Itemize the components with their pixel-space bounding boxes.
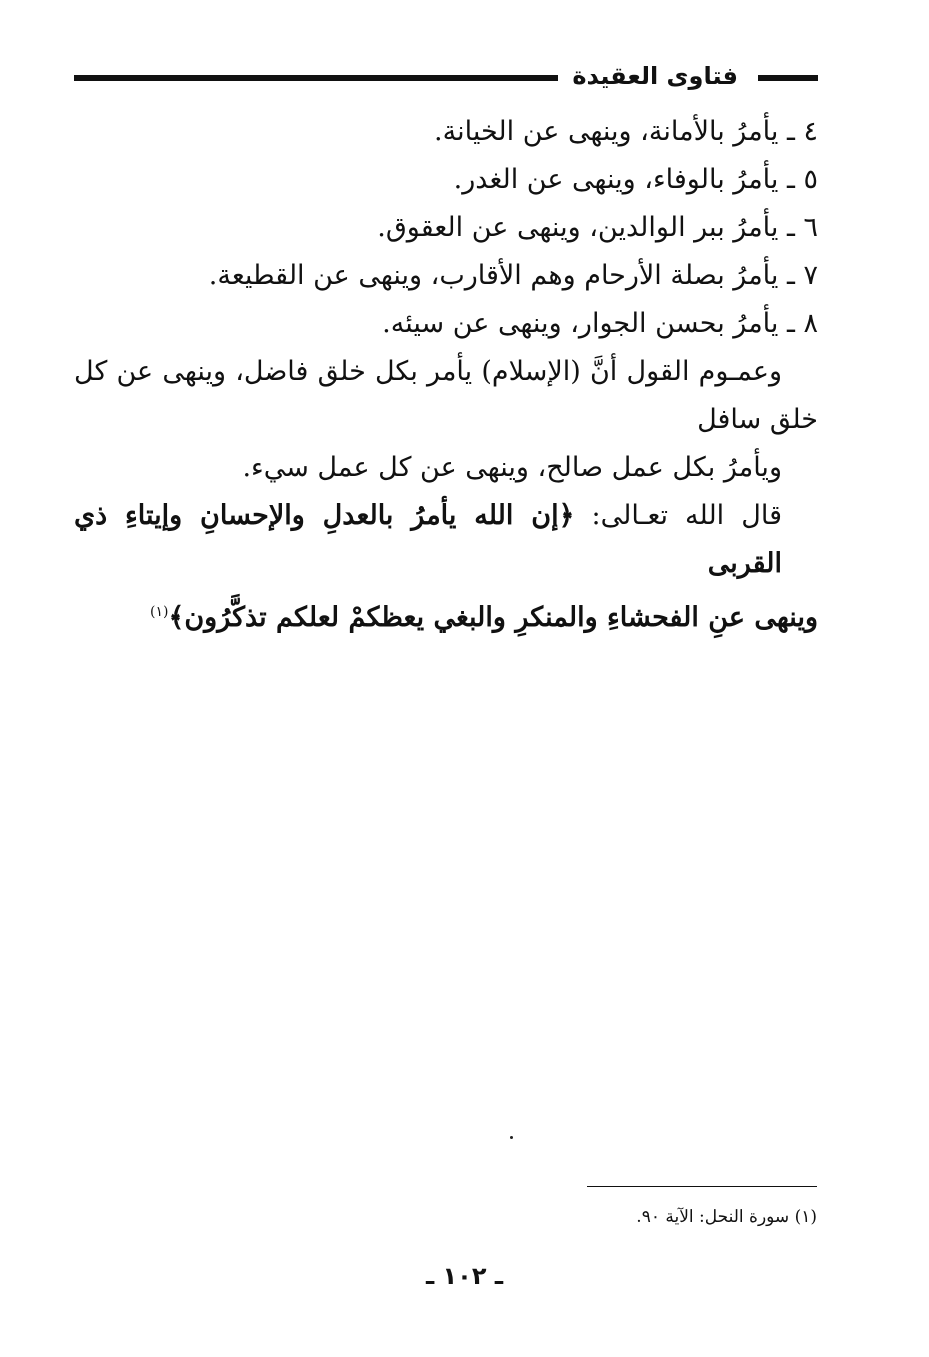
list-item: ٨ ـ يأمرُ بحسن الجوار، وينهى عن سيئه. [382,308,818,339]
quran-quote-line-2 [74,588,818,642]
general-statement-line-2: خلق سافل [697,404,818,435]
page-number: ـ ١٠٢ ـ [425,1262,504,1290]
list-item: ٦ ـ يأمرُ ببر الوالدين، وينهى عن العقوق. [377,212,818,243]
quran-verse-part-2: وينهى عنِ الفحشاءِ والمنكرِ والبغي يعظكمْ لعلكم تذكَّرُون﴾ [168,602,818,633]
quran-quote-line-1 [74,492,818,588]
list-item: ٤ ـ يأمرُ بالأمانة، وينهى عن الخيانة. [434,116,818,147]
body-text [74,108,818,642]
ink-dot [510,1136,513,1139]
header-rule-left [74,75,558,81]
quote-intro: قال الله تعـالى: [574,500,782,531]
footnote: (١) سورة النحل: الآية ٩٠. [636,1207,817,1227]
header-rule-right [758,75,818,81]
footnote-reference: (١) [150,604,169,620]
quran-verse-part-1: ﴿إن الله يأمرُ بالعدلِ والإحسانِ وإيتاءِ ذي القربى [74,500,782,579]
general-statement-line-1: وعمـوم القول أنَّ (الإسلام) يأمر بكل خلق فاضل، وينهى عن كل [74,356,782,387]
page-header [74,58,818,98]
book-title: فتاوى العقيدة [572,62,738,90]
list-item: ٧ ـ يأمرُ بصلة الأرحام وهم الأقارب، وينهى عن القطيعة. [208,260,818,291]
footnote-separator [587,1186,817,1187]
general-statement-line-3: ويأمرُ بكل عمل صالح، وينهى عن كل عمل سيء. [242,452,782,483]
list-item: ٥ ـ يأمرُ بالوفاء، وينهى عن الغدر. [453,164,818,195]
